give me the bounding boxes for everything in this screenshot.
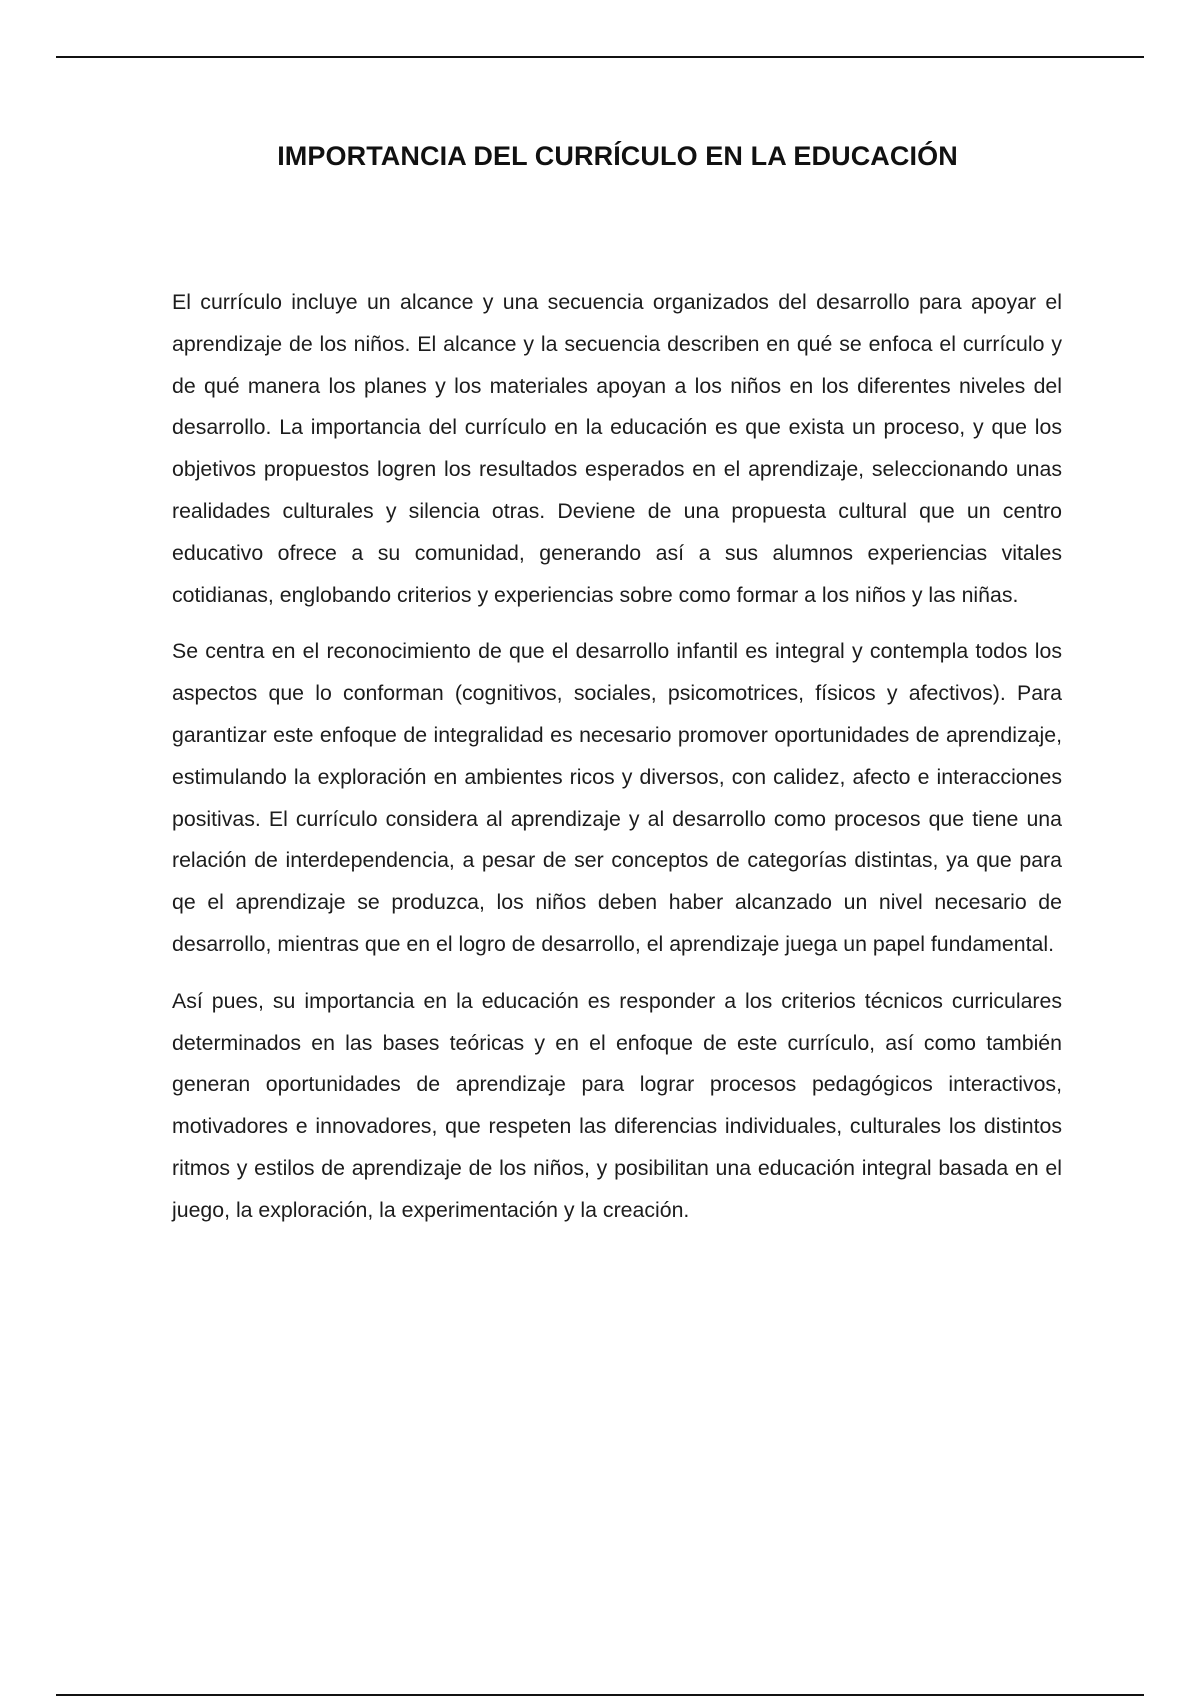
footer-rule: [56, 1694, 1144, 1696]
paragraph-3: Así pues, su importancia en la educación es responder a los criterios técnicos curriculares determinados en las bases teóricas y en el enfoque de este currículo, así como también generan oportunidades de aprendizaje para lograr procesos pedagógicos interactivos, motivadores e innovadores, que respeten las diferencias individuales, culturales los distintos ritmos y estilos de aprendizaje de los niños, y posibilitan una educación integral basada en el juego, la exploración, la experimentación y la creación.: [172, 988, 1062, 1222]
header-rule: [56, 56, 1144, 58]
document-body: [172, 282, 1062, 1247]
paragraph-1: El currículo incluye un alcance y una secuencia organizados del desarrollo para apoyar el aprendizaje de los niños. El alcance y la secuencia describen en qué se enfoca el currículo y de qué manera los planes y los materiales apoyan a los niños en los diferentes niveles del desarrollo. La importancia del currículo en la educación es que exista un proceso, y que los objetivos propuestos logren los resultados esperados en el aprendizaje, seleccionando unas realidades culturales y silencia otras. Deviene de una propuesta cultural que un centro educativo ofrece a su comunidad, generando así a sus alumnos experiencias vitales cotidianas, englobando criterios y experiencias sobre como formar a los niños y las niñas.: [172, 290, 1062, 607]
paragraph-2: Se centra en el reconocimiento de que el desarrollo infantil es integral y contempla todos los aspectos que lo conforman (cognitivos, sociales, psicomotrices, físicos y afectivos). Para garantizar este enfoque de integralidad es necesario promover oportunidades de aprendizaje, estimulando la exploración en ambientes ricos y diversos, con calidez, afecto e interacciones positivas. El currículo considera al aprendizaje y al desarrollo como procesos que tiene una relación de interdependencia, a pesar de ser conceptos de categorías distintas, ya que para qe el aprendizaje se produzca, los niños deben haber alcanzado un nivel necesario de desarrollo, mientras que en el logro de desarrollo, el aprendizaje juega un papel fundamental.: [172, 639, 1062, 956]
document-title: IMPORTANCIA DEL CURRÍCULO EN LA EDUCACIÓN: [277, 141, 958, 171]
